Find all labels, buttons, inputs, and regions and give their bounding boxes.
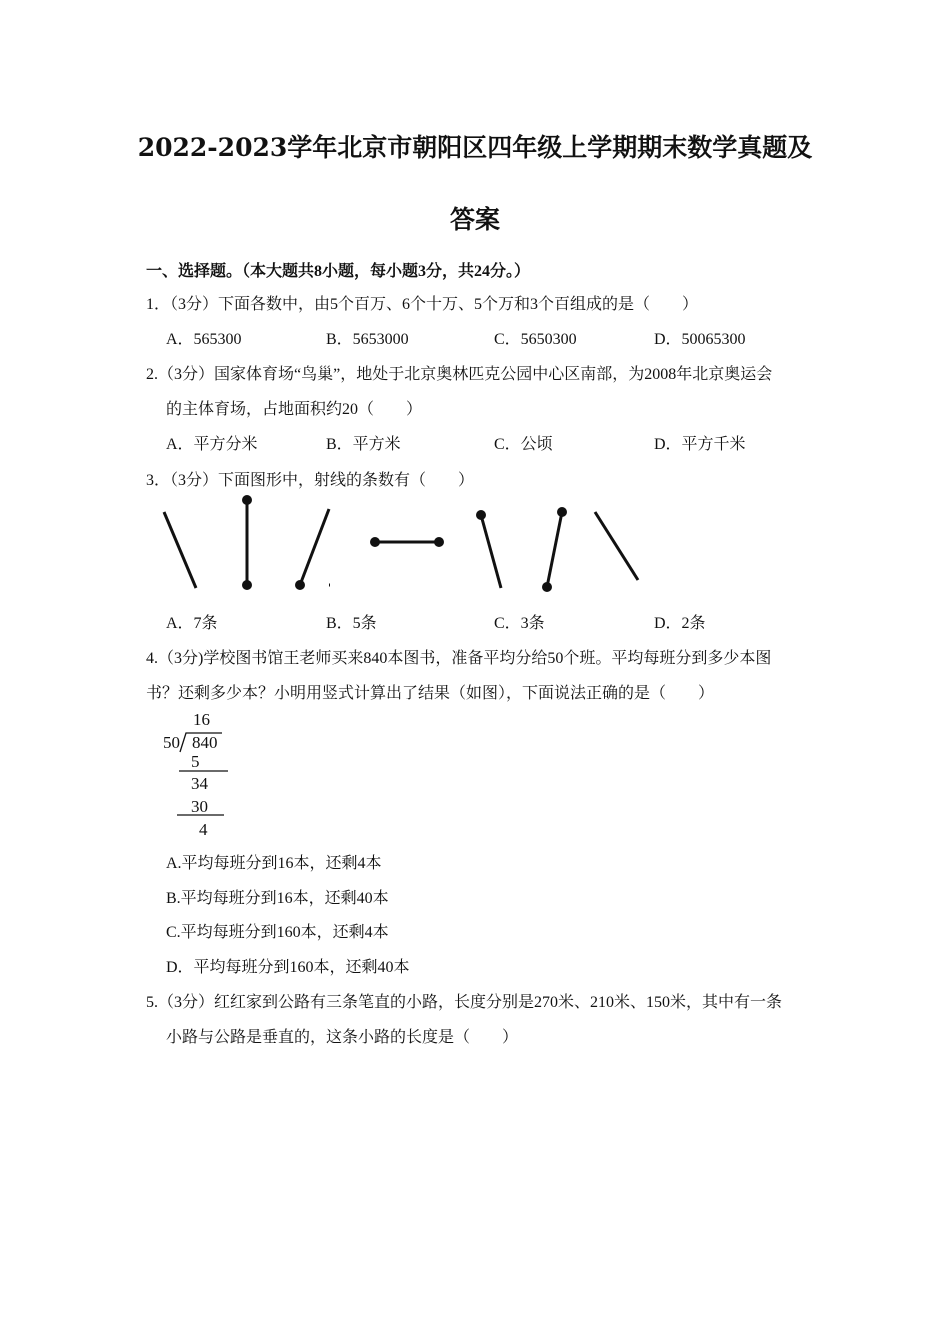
segment-figure-4 — [372, 539, 443, 546]
question-1: 1．（3分）下面各数中，由5个百万、6个十万、5个万和3个百组成的是（ ） — [146, 296, 699, 313]
dividend: 840 — [192, 733, 218, 752]
quotient: 16 — [193, 710, 210, 729]
segment-figure-2 — [244, 497, 251, 589]
question-3: 3．（3分）下面图形中，射线的条数有（ ） — [146, 472, 475, 489]
q1-option-d: D．50065300 — [654, 331, 746, 348]
line-figure-7 — [595, 512, 638, 580]
question-2-line-1: 2.（3分）国家体育场“鸟巢”，地处于北京奥林匹克公园中心区南部，为2008年北京奥运会 — [146, 366, 773, 383]
question-4-line-1: 4.（3分)学校图书馆王老师买来840本图书，准备平均分给50个班。平均每班分到多少本图 — [146, 650, 772, 667]
step-1: 5 — [191, 752, 200, 771]
segment-figure-6 — [544, 509, 566, 591]
remainder-1: 34 — [191, 774, 208, 793]
section-heading: 一、选择题。（本大题共8小题，每小题3分，共24分。） — [146, 263, 531, 280]
question-5-line-1: 5.（3分）红红家到公路有三条笔直的小路，长度分别是270米、210米、150米，其中有一条 — [146, 994, 783, 1011]
q3-option-b: B．5条 — [326, 615, 377, 632]
q3-option-d: D．2条 — [654, 615, 706, 632]
q1-option-a: A．565300 — [166, 331, 242, 348]
ray-figure-3b — [297, 509, 330, 589]
q2-option-d: D．平方千米 — [654, 436, 746, 453]
remainder-2: 4 — [199, 820, 208, 839]
q4-option-b: B.平均每班分到16本，还剩40本 — [166, 890, 389, 907]
question-4-line-2: 书？还剩多少本？小明用竖式计算出了结果（如图），下面说法正确的是（ ） — [146, 685, 715, 702]
q2-option-b: B．平方米 — [326, 436, 401, 453]
q3-option-c: C．3条 — [494, 615, 545, 632]
title-line-2: 答案 — [449, 205, 500, 234]
q4-option-c: C.平均每班分到160本，还剩4本 — [166, 924, 389, 941]
divisor: 50 — [163, 733, 180, 752]
q2-option-a: A．平方分米 — [166, 436, 258, 453]
line-figure-1 — [164, 512, 196, 588]
q3-option-a: A．7条 — [166, 615, 218, 632]
ray-figure-5 — [478, 512, 502, 589]
q4-option-d: D．平均每班分到160本，还剩40本 — [166, 959, 410, 976]
q1-option-c: C．5650300 — [494, 331, 577, 348]
q1-option-b: B．5653000 — [326, 331, 409, 348]
question-2-line-2: 的主体育场，占地面积约20（ ） — [166, 401, 423, 418]
q4-option-a: A.平均每班分到16本，还剩4本 — [166, 855, 382, 872]
step-2: 30 — [191, 797, 208, 816]
title-line-1: 2022-2023学年北京市朝阳区四年级上学期期末数学真题及 — [137, 133, 813, 162]
q2-option-c: C．公顷 — [494, 436, 553, 453]
question-5-line-2: 小路与公路是垂直的，这条小路的长度是（ ） — [166, 1029, 519, 1046]
